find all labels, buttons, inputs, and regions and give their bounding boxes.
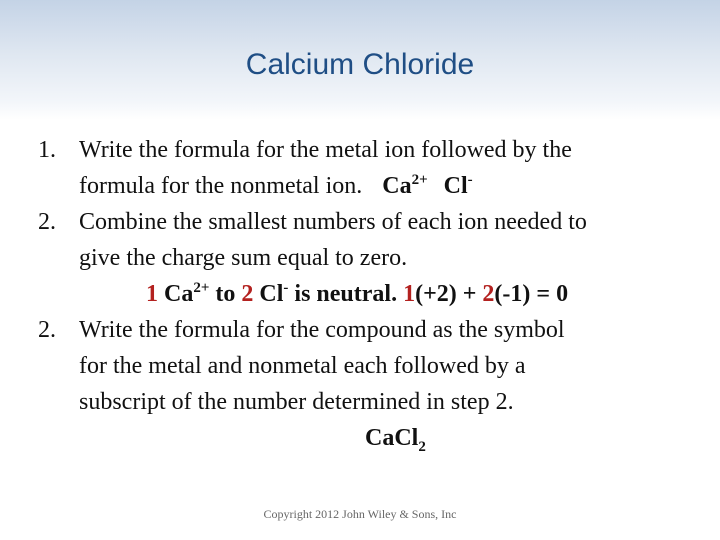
formula-subscript: 2 <box>418 439 426 455</box>
step-text-line: Write the formula for the metal ion followed by the <box>79 137 572 163</box>
anion-charge: - <box>467 172 473 188</box>
final-formula <box>79 420 688 456</box>
step-text-line: subscript of the number determined in step 2. <box>79 389 514 415</box>
ion-formula <box>382 173 472 199</box>
coefficient: 1 <box>403 281 416 307</box>
connector-text: to <box>215 281 236 307</box>
step-1 <box>38 132 688 204</box>
step-text-line: for the metal and nonmetal each followed by a <box>79 353 526 379</box>
coefficient: 2 <box>241 281 254 307</box>
equation-part: (+2) + <box>415 281 477 307</box>
neutrality-equation <box>79 276 688 312</box>
coefficient: 2 <box>482 281 495 307</box>
ion-charge: 2+ <box>193 280 210 296</box>
ion-charge: - <box>283 280 289 296</box>
slide-title: Calcium Chloride <box>245 48 475 81</box>
step-2 <box>38 204 688 312</box>
step-text: formula for the nonmetal ion. <box>79 173 363 199</box>
anion-symbol: Cl <box>443 173 468 199</box>
step-text-line: give the charge sum equal to zero. <box>79 245 408 271</box>
formula-symbols: CaCl <box>365 425 419 451</box>
step-number: 1. <box>38 137 56 163</box>
slide-body <box>38 132 688 456</box>
copyright-notice: Copyright 2012 John Wiley & Sons, Inc <box>263 507 457 521</box>
step-text-line-with-formula <box>79 168 688 204</box>
step-number: 2. <box>38 317 56 343</box>
cation-symbol: Ca <box>382 173 412 199</box>
ion-symbol: Ca <box>164 281 194 307</box>
ion-symbol: Cl <box>259 281 284 307</box>
coefficient: 1 <box>146 281 158 307</box>
step-text-line: Combine the smallest numbers of each ion needed to <box>79 209 587 235</box>
step-text-line: Write the formula for the compound as the symbol <box>79 317 565 343</box>
step-number: 2. <box>38 209 56 235</box>
neutral-text: is neutral. <box>294 281 398 307</box>
step-3 <box>38 312 688 456</box>
equation-part: (-1) = 0 <box>494 281 569 307</box>
cation-charge: 2+ <box>411 172 428 188</box>
